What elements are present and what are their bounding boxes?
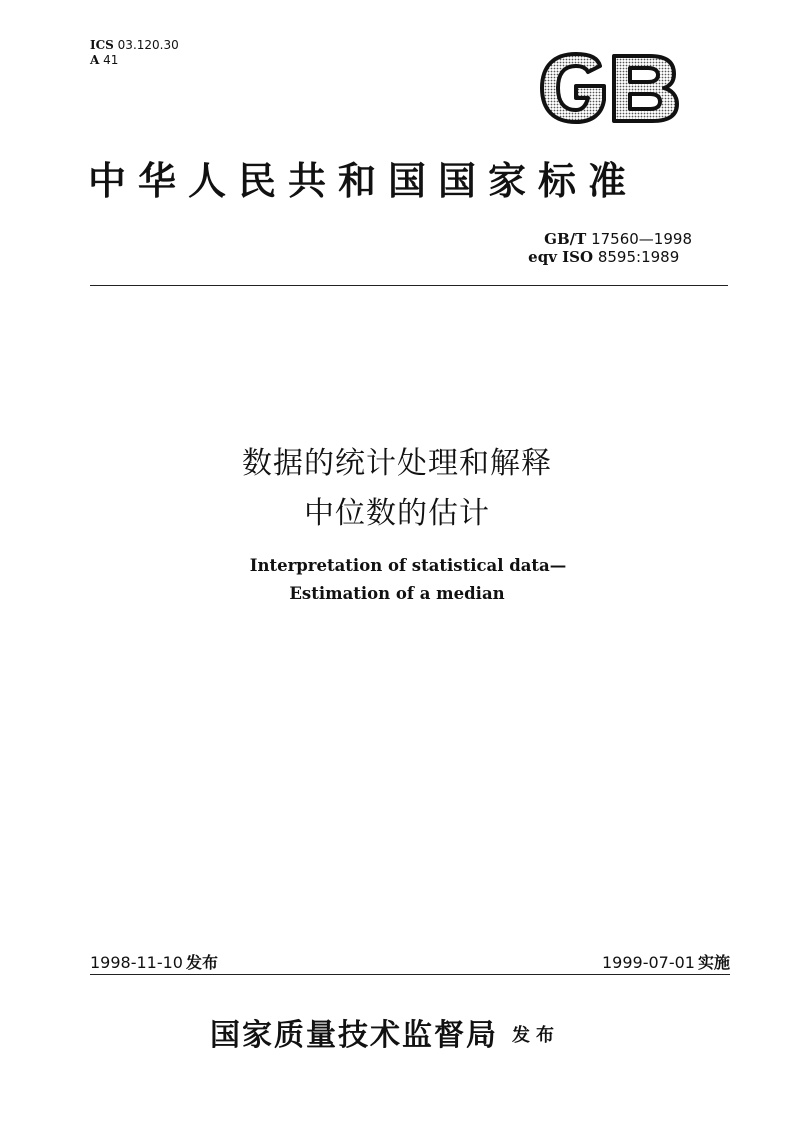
implementation-date: 1999-07-01 bbox=[602, 953, 695, 972]
publisher-block bbox=[210, 1010, 560, 1054]
class-line bbox=[90, 53, 179, 68]
class-code: 41 bbox=[103, 53, 119, 67]
ics-label: ICS bbox=[90, 38, 114, 52]
chinese-title-line-1: 数据的统计处理和解释 bbox=[242, 446, 552, 481]
standard-codes bbox=[528, 230, 692, 266]
gb-logo bbox=[538, 52, 680, 124]
standard-number: 17560—1998 bbox=[591, 230, 692, 248]
class-label: A bbox=[90, 53, 100, 67]
implementation-label: 实施 bbox=[697, 953, 730, 972]
english-title-line-2: Estimation of a median bbox=[289, 584, 505, 603]
ics-line bbox=[90, 38, 179, 53]
standard-prefix: GB/T bbox=[544, 230, 587, 248]
equivalent-number: 8595:1989 bbox=[597, 248, 680, 266]
equivalent-label: eqv ISO bbox=[528, 248, 594, 266]
issue-date-block bbox=[90, 950, 218, 973]
publisher-suffix: 发布 bbox=[512, 1025, 560, 1046]
standard-number-line bbox=[528, 230, 692, 248]
ics-code: 03.120.30 bbox=[117, 38, 179, 52]
footer-divider bbox=[90, 974, 730, 975]
issue-date: 1998-11-10 bbox=[90, 953, 183, 972]
english-title-line-1: Interpretation of statistical data— bbox=[249, 556, 567, 575]
issue-label: 发布 bbox=[185, 953, 218, 972]
publisher-name: 国家质量技术监督局 bbox=[210, 1018, 498, 1053]
chinese-title-line-2: 中位数的估计 bbox=[304, 496, 490, 531]
national-standard-title: 中华人民共和国国家标准 bbox=[88, 158, 639, 203]
ics-block bbox=[90, 38, 179, 68]
implementation-date-block bbox=[602, 950, 730, 973]
equivalent-standard-line bbox=[528, 248, 692, 266]
header-divider bbox=[90, 285, 728, 286]
